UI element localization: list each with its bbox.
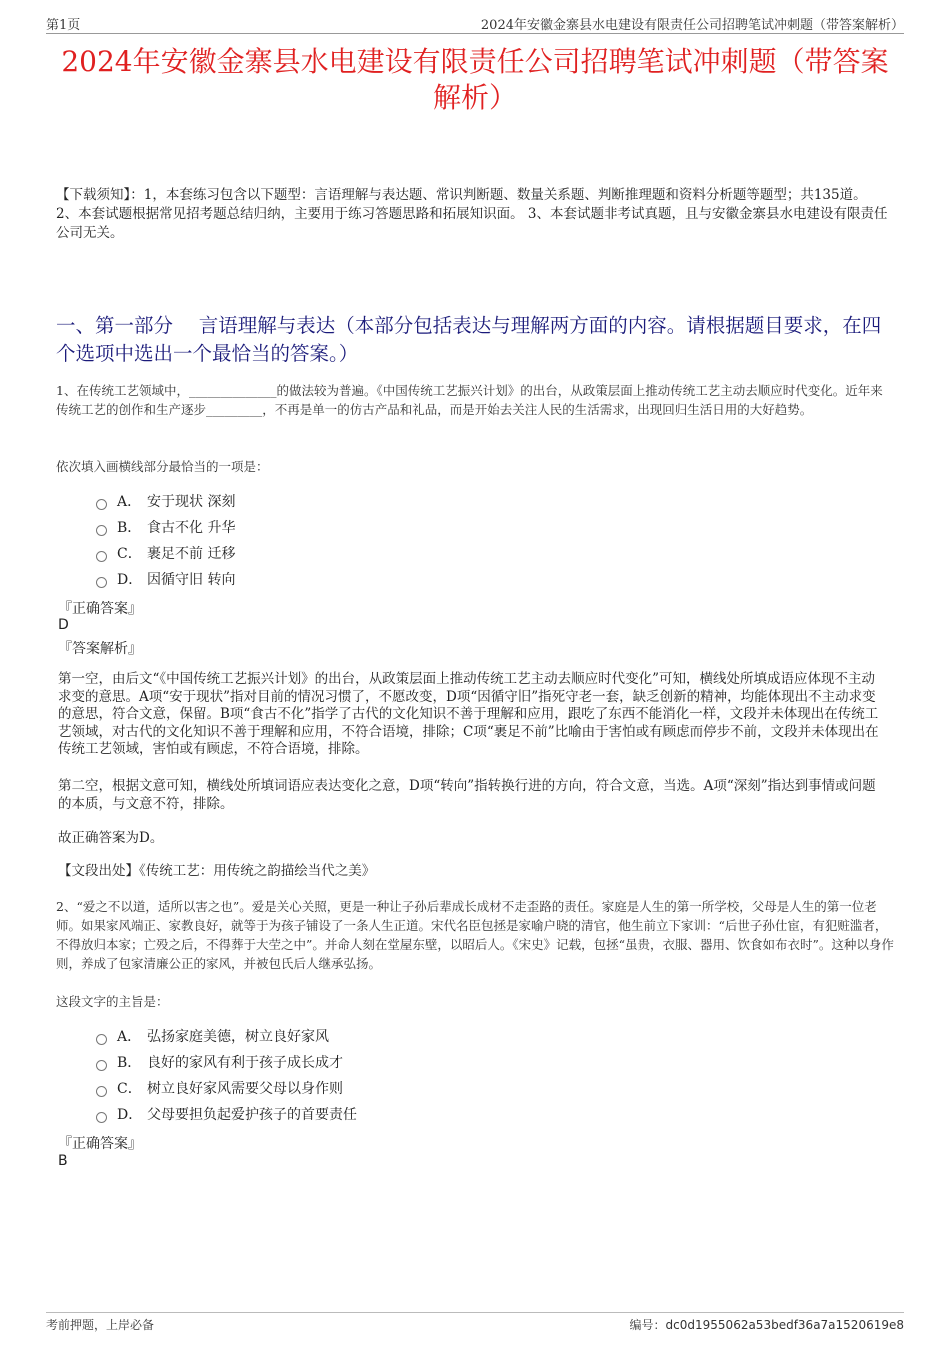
q1-option-a[interactable]	[96, 488, 235, 514]
q1-source: 【文段出处】《传统工艺：用传统之韵描绘当代之美》	[58, 863, 376, 879]
radio-icon[interactable]	[96, 551, 107, 562]
option-letter: C．	[117, 1081, 142, 1097]
footer-slogan: 考前押题，上岸必备	[46, 1318, 155, 1332]
question-2-prompt: 这段文字的主旨是：	[56, 994, 169, 1009]
radio-icon[interactable]	[96, 577, 107, 588]
footer-code-label: 编号：	[629, 1318, 666, 1332]
q2-option-d[interactable]	[96, 1101, 357, 1127]
footer-code	[630, 1316, 904, 1333]
option-text: 裹足不前 迁移	[147, 546, 236, 562]
radio-icon[interactable]	[96, 499, 107, 510]
radio-icon[interactable]	[96, 1060, 107, 1071]
q2-option-c[interactable]	[96, 1075, 357, 1101]
option-letter: A．	[117, 494, 142, 510]
q1-analysis-paragraph-2: 第二空，根据文意可知，横线处所填词语应表达变化之意，D项“转向”指转换行进的方向，符合文意，当选。A项“深刻”指达到事情或问题的本质，与文意不符，排除。	[58, 778, 876, 812]
header-divider	[46, 33, 904, 34]
q1-text-part-b: 的做法较为普遍。《中国传统工艺振兴计划》的出台，从政策层面上推动传统工艺主动去顺应时代变化。近年来传统工艺的创作和生产逐步	[56, 383, 883, 417]
radio-icon[interactable]	[96, 1112, 107, 1123]
radio-icon[interactable]	[96, 1086, 107, 1097]
header-page-number: 第1页	[46, 18, 81, 33]
q2-option-b[interactable]	[96, 1049, 357, 1075]
option-text: 因循守旧 转向	[147, 572, 236, 588]
question-2-text: 2、“爱之不以道，适所以害之也”。爱是关心关照，更是一种让子孙后辈成长成材不走歪路的责任。家庭是人生的第一所学校，父母是人生的第一位老师。如果家风端正、家教良好，就等于为孩子铺设了一条人生正道。宋代名臣包拯是家喻户晓的清官，他生前立下家训：“后世子孙仕宦，有犯赃滥者，不得放归本家；亡殁之后，不得葬于大茔之中”。并命人刻在堂屋东壁，以昭后人。《宋史》记载，包拯“虽贵，衣服、器用、饮食如布衣时”。这种以身作则，养成了包家清廉公正的家风，并被包氏后人继承弘扬。	[56, 899, 894, 971]
header-doc-title: 2024年安徽金寨县水电建设有限责任公司招聘笔试冲刺题（带答案解析）	[480, 18, 904, 33]
q1-answer: D	[58, 617, 69, 633]
q1-option-d[interactable]	[96, 566, 235, 592]
q1-analysis-label: 『答案解析』	[58, 641, 142, 657]
document-title: 2024年安徽金寨县水电建设有限责任公司招聘笔试冲刺题（带答案解析）	[61, 45, 889, 114]
radio-icon[interactable]	[96, 525, 107, 536]
footer-divider	[46, 1312, 904, 1313]
q1-option-c[interactable]	[96, 540, 235, 566]
question-1-text	[56, 381, 894, 419]
footer-code-value: dc0d1955062a53bedf36a7a1520619e8	[665, 1318, 904, 1332]
option-text: 弘扬家庭美德，树立良好家风	[147, 1029, 329, 1045]
q1-blank-2: _________	[206, 402, 263, 417]
question-1-options	[96, 488, 235, 592]
q1-answer-label: 『正确答案』	[58, 601, 142, 617]
download-notice: 【下载须知】：1，本套练习包含以下题型：言语理解与表达题、常识判断题、数量关系题、判断推理题和资料分析题等题型；共135道。 2、本套试题根据常见招考题总结归纳，主要用于练习答题思路和拓展知识面。 3、本套试题非考试真题，且与安徽金寨县水电建设有限责任公司无关。	[56, 187, 888, 241]
radio-icon[interactable]	[96, 1034, 107, 1045]
option-letter: D．	[117, 1107, 143, 1123]
q1-blank-1: ______________	[188, 383, 277, 398]
section-heading: 一、第一部分 言语理解与表达（本部分包括表达与理解两方面的内容。请根据题目要求，在四个选项中选出一个最恰当的答案。）	[56, 314, 882, 365]
option-letter: A．	[117, 1029, 142, 1045]
option-letter: C．	[117, 546, 142, 562]
option-letter: D．	[117, 572, 143, 588]
option-text: 食古不化 升华	[147, 520, 236, 536]
q1-text-part-a: 1、在传统工艺领域中，	[56, 383, 189, 398]
q2-answer: B	[58, 1153, 68, 1169]
option-letter: B．	[117, 1055, 142, 1071]
q1-option-b[interactable]	[96, 514, 235, 540]
option-letter: B．	[117, 520, 142, 536]
question-2-options	[96, 1023, 357, 1127]
option-text: 良好的家风有利于孩子成长成才	[147, 1055, 343, 1071]
option-text: 安于现状 深刻	[147, 494, 236, 510]
q1-analysis-paragraph-1: 第一空，由后文“《中国传统工艺振兴计划》的出台，从政策层面上推动传统工艺主动去顺应时代变化”可知，横线处所填成语应体现不主动求变的意思。A项“安于现状”指对目前的情况习惯了，不愿改变，D项“因循守旧”指死守老一套，缺乏创新的精神，均能体现出不主动求变的意思，符合文意，保留。B项“食古不化”指学了古代的文化知识不善于理解和应用，跟吃了东西不能消化一样，文段并未体现出在传统工艺领域，对古代的文化知识不善于理解和应用，不符合语境，排除；C项“裹足不前”比喻由于害怕或有顾虑而停步不前，文段并未体现出在传统工艺领域，害怕或有顾虑，不符合语境，排除。	[58, 671, 879, 757]
option-text: 父母要担负起爱护孩子的首要责任	[147, 1107, 357, 1123]
question-1-prompt: 依次填入画横线部分最恰当的一项是：	[56, 459, 269, 474]
q2-answer-label: 『正确答案』	[58, 1136, 142, 1152]
option-text: 树立良好家风需要父母以身作则	[147, 1081, 343, 1097]
q1-analysis-conclusion: 故正确答案为D。	[58, 830, 164, 846]
q2-option-a[interactable]	[96, 1023, 357, 1049]
q1-text-part-c: ，不再是单一的仿古产品和礼品，而是开始去关注人民的生活需求，出现回归生活日用的大好趋势。	[262, 402, 813, 417]
